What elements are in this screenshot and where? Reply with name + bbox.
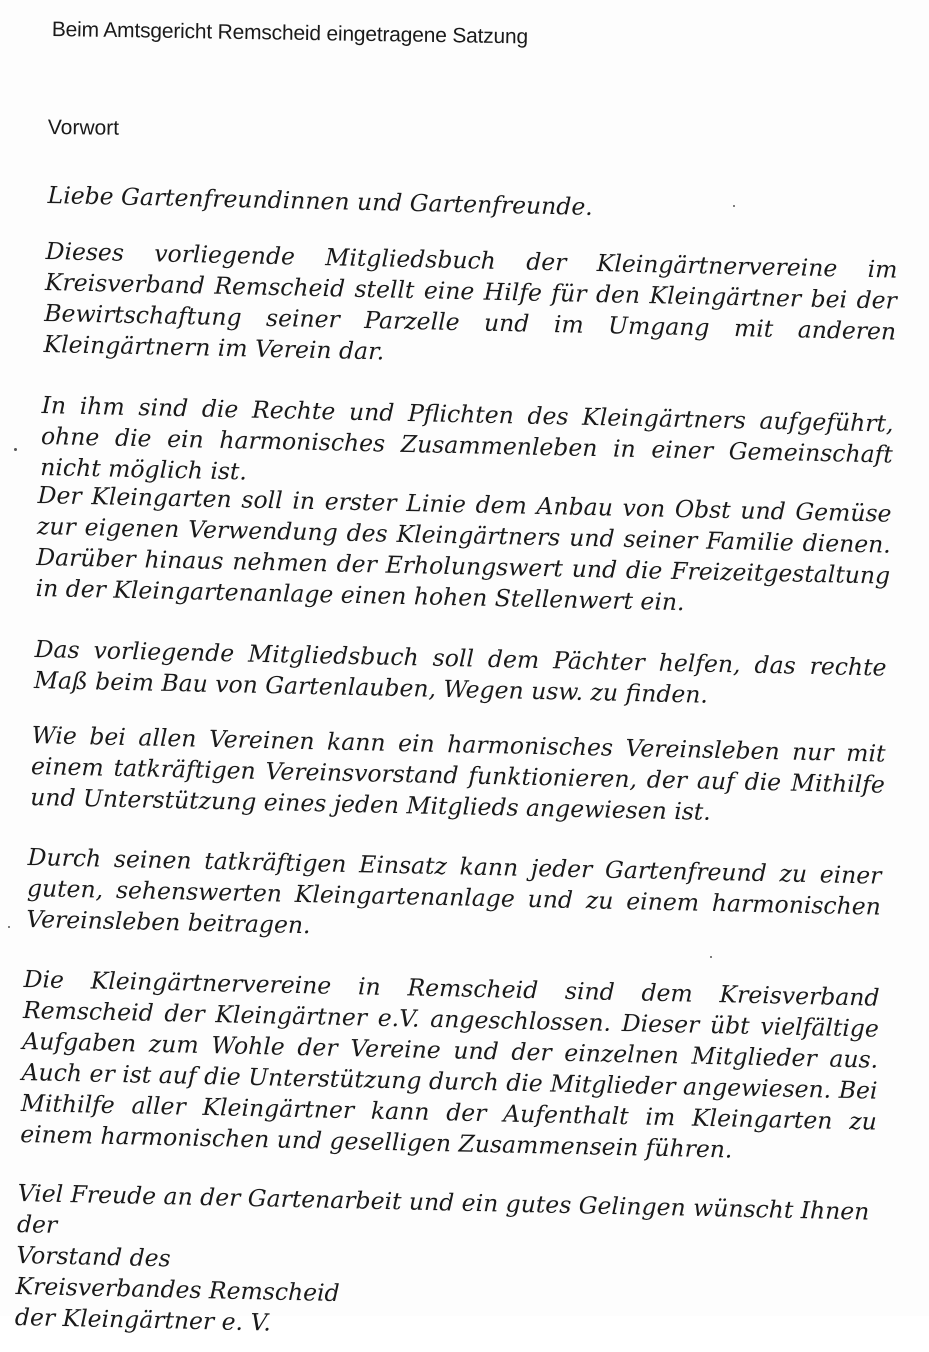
scan-speck — [14, 448, 17, 451]
closing-signature-line-3: der Kleingärtner e. V. — [14, 1302, 272, 1337]
paragraph-6: Durch seinen tatkräftigen Einsatz kann jeder Gartenfreund zu einer guten, sehenswerten Kleingartenanlage und zu einem harmonischen Vereinsleben beitragen. — [26, 842, 882, 940]
paragraph-4: Das vorliegende Mitgliedsbuch soll dem Pächter helfen, das rechte Maß beim Bau von Gartenlauben, Wegen usw. zu finden. — [33, 634, 887, 709]
closing-signature-line-1: Vorstand des — [16, 1240, 171, 1273]
closing-block — [15, 1178, 878, 1352]
paragraph-5: Wie bei allen Vereinen kann ein harmonisches Vereinsleben nur mit einem tatkräftigen Vereinsvorstand funktionieren, der auf die Mithilfe und Unterstützung eines jeden Mitglieds angewiesen ist. — [30, 720, 886, 826]
paragraph-3: Der Kleingarten soll in erster Linie dem Anbau von Obst und Gemüse zur eigenen Verwendung des Kleingärtners und seiner Familie dienen. Darüber hinaus nehmen der Erholungswert und die Freizeitgestaltung in der Kleingartenanlage einen hohen Stellenwert ein. — [35, 480, 892, 617]
salutation: Liebe Gartenfreundinnen und Gartenfreunde. — [47, 180, 594, 221]
paragraph-1: Dieses vorliegende Mitgliedsbuch der Kleingärtnervereine im Kreisverband Remscheid stellt eine Hilfe für den Kleingärtner bei der Bewirtschaftung seiner Parzelle und im Umgang mit anderen Kleingärtnern im Verein dar. — [43, 236, 898, 366]
document-header: Beim Amtsgericht Remscheid eingetragene Satzung — [51, 18, 529, 49]
section-heading: Vorwort — [47, 116, 120, 140]
scan-speck — [733, 205, 735, 207]
paragraph-2: In ihm sind die Rechte und Pflichten des Kleingärtners aufgeführt, ohne die ein harmonisches Zusammenleben in einer Gemeinschaft nicht möglich ist. — [40, 390, 894, 486]
scan-speck — [710, 956, 712, 958]
closing-wish: Viel Freude an der Gartenarbeit und ein gutes Gelingen wünscht Ihnen der — [16, 1178, 870, 1239]
paragraph-7: Die Kleingärtnervereine in Remscheid sind dem Kreisverband Remscheid der Kleingärtner e.V. angeschlossen. Dieser übt vielfältige Aufgaben zum Wohle der Vereine und der einzelnen Mitglieder aus. Auch er ist auf die Unterstützung durch die Mitglieder angewiesen. Bei Mithilfe aller Kleingärtner kann der Aufenthalt im Kleingarten zu einem harmonischen und geselligen Zusammensein führen. — [19, 964, 880, 1164]
scan-speck — [8, 926, 10, 928]
closing-signature-line-2: Kreisverbandes Remscheid — [15, 1271, 340, 1308]
